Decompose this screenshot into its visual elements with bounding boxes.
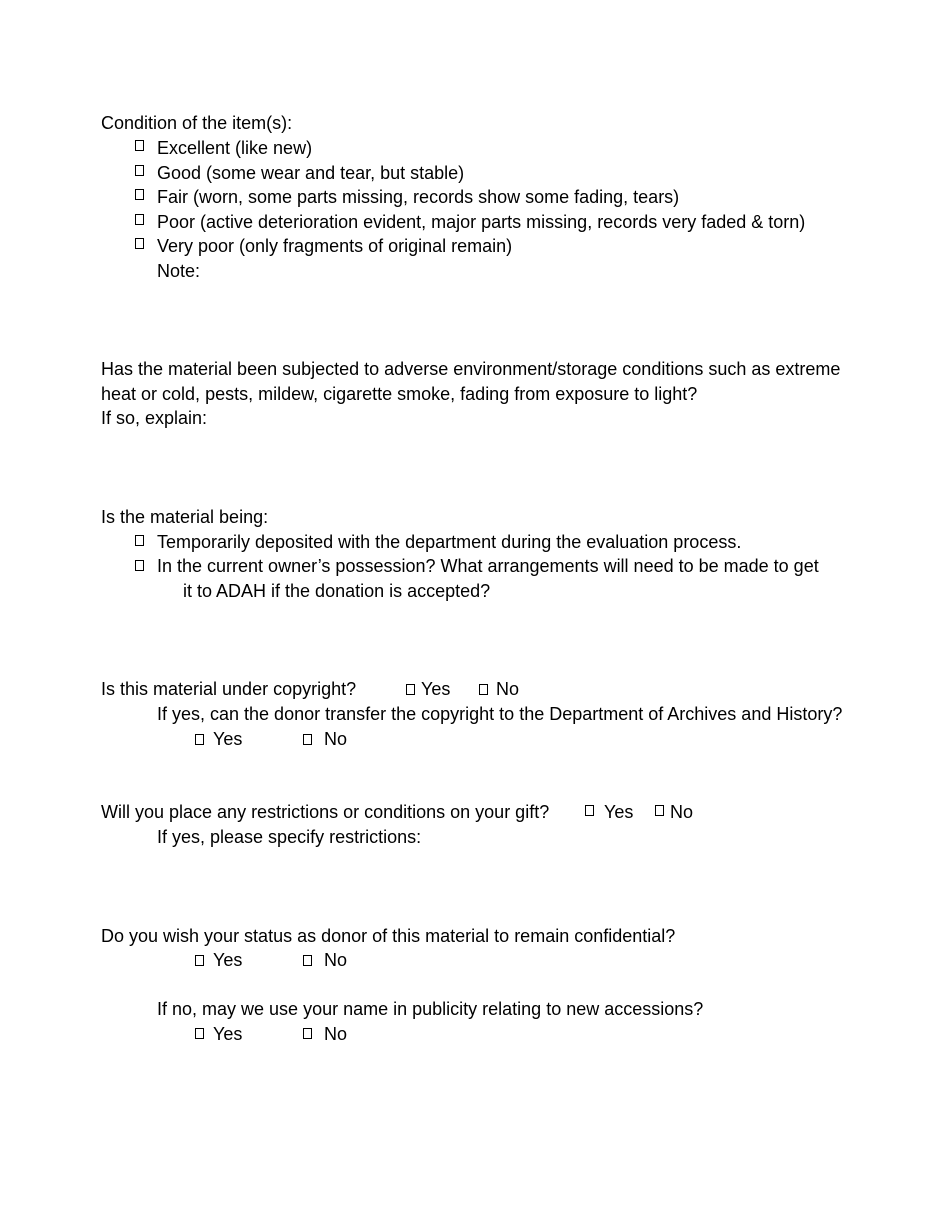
environment-question-line1: Has the material been subjected to adverse environment/storage conditions such as extreme: [101, 359, 841, 379]
copyright-yes-checkbox[interactable]: [406, 684, 415, 695]
publicity-question: If no, may we use your name in publicity relating to new accessions?: [157, 999, 704, 1019]
condition-very-poor-label: Very poor (only fragments of original remain): [157, 236, 513, 256]
condition-very-poor-checkbox[interactable]: [135, 238, 144, 249]
copyright-transfer-question: If yes, can the donor transfer the copyright to the Department of Archives and History?: [157, 704, 843, 724]
owner-possession-label-line1: In the current owner’s possession? What arrangements will need to be made to get: [157, 556, 819, 576]
copyright-transfer-no-checkbox[interactable]: [303, 734, 312, 745]
condition-good-checkbox[interactable]: [135, 165, 144, 176]
publicity-no-label: No: [324, 1024, 348, 1044]
condition-fair-checkbox[interactable]: [135, 189, 144, 200]
deposited-checkbox[interactable]: [135, 535, 144, 546]
condition-poor-checkbox[interactable]: [135, 214, 144, 225]
deposited-label: Temporarily deposited with the department during the evaluation process.: [157, 532, 742, 552]
confidential-yes-checkbox[interactable]: [195, 955, 204, 966]
publicity-yes-label: Yes: [213, 1024, 243, 1044]
confidential-yes-label: Yes: [213, 950, 243, 970]
copyright-transfer-yes-checkbox[interactable]: [195, 734, 204, 745]
condition-good-label: Good (some wear and tear, but stable): [157, 163, 465, 183]
restrictions-specify-label: If yes, please specify restrictions:: [157, 827, 422, 847]
condition-excellent-checkbox[interactable]: [135, 140, 144, 151]
copyright-no-label: No: [496, 679, 520, 699]
condition-heading: Condition of the item(s):: [101, 113, 293, 133]
restrictions-no-label: No: [670, 802, 694, 822]
environment-question-line2: heat or cold, pests, mildew, cigarette smoke, fading from exposure to light?: [101, 384, 698, 404]
copyright-question: Is this material under copyright?: [101, 679, 357, 699]
copyright-transfer-no-label: No: [324, 729, 348, 749]
restrictions-no-checkbox[interactable]: [655, 805, 664, 816]
condition-note-label: Note:: [157, 261, 201, 281]
publicity-yes-checkbox[interactable]: [195, 1028, 204, 1039]
confidential-no-label: No: [324, 950, 348, 970]
owner-possession-label-line2: it to ADAH if the donation is accepted?: [183, 581, 491, 601]
restrictions-question: Will you place any restrictions or conditions on your gift?: [101, 802, 550, 822]
copyright-yes-label: Yes: [421, 679, 451, 699]
copyright-no-checkbox[interactable]: [479, 684, 488, 695]
confidential-no-checkbox[interactable]: [303, 955, 312, 966]
condition-excellent-label: Excellent (like new): [157, 138, 313, 158]
copyright-transfer-yes-label: Yes: [213, 729, 243, 749]
condition-poor-label: Poor (active deterioration evident, major parts missing, records very faded & torn): [157, 212, 806, 232]
publicity-no-checkbox[interactable]: [303, 1028, 312, 1039]
owner-possession-checkbox[interactable]: [135, 560, 144, 571]
condition-fair-label: Fair (worn, some parts missing, records show some fading, tears): [157, 187, 680, 207]
restrictions-yes-label: Yes: [604, 802, 634, 822]
material-status-question: Is the material being:: [101, 507, 269, 527]
restrictions-yes-checkbox[interactable]: [585, 805, 594, 816]
environment-explain-label: If so, explain:: [101, 408, 208, 428]
confidential-question: Do you wish your status as donor of this material to remain confidential?: [101, 926, 676, 946]
